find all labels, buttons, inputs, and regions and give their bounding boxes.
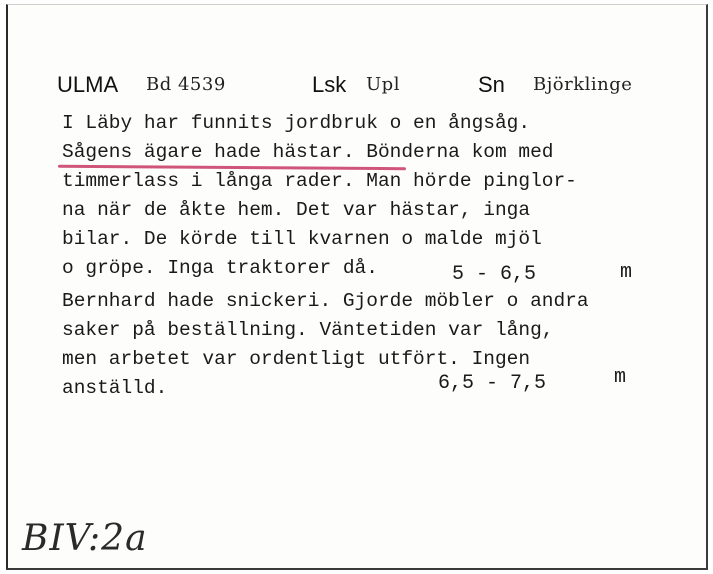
text-line: Bernhard hade snickeri. Gjorde möbler o andra: [62, 290, 589, 312]
measurement-range-2: 6,5 - 7,5: [438, 372, 547, 395]
archive-code: BIV:2a: [22, 518, 148, 559]
text-line: timmerlass i långa rader. Man hörde pinglor-: [62, 170, 577, 192]
typed-text: [62, 112, 702, 402]
measurement-unit-2: m: [614, 366, 627, 389]
sn-value: Björklinge: [533, 74, 633, 95]
lsk-label: Lsk: [312, 72, 347, 97]
text-line: anställd.: [62, 377, 168, 399]
text-line: na när de åkte hem. Det var hästar, inga: [62, 199, 531, 221]
text-line: men arbetet var ordentligt utfört. Ingen: [62, 348, 531, 370]
measurement-unit-1: m: [620, 261, 633, 284]
ulma-label: ULMA: [57, 72, 119, 97]
text-line: I Läby har funnits jordbruk o en ångsåg.: [62, 112, 531, 134]
sn-label: Sn: [478, 72, 505, 97]
text-line: bilar. De körde till kvarnen o malde mjöl: [62, 228, 542, 250]
lsk-value: Upl: [366, 74, 400, 95]
text-line: saker på beställning. Väntetiden var lång,: [62, 319, 554, 341]
text-line: Sågens ägare hade hästar. Bönderna kom med: [62, 141, 554, 163]
measurement-range-1: 5 - 6,5: [452, 263, 537, 286]
ulma-number: Bd 4539: [146, 74, 226, 95]
text-line: o gröpe. Inga traktorer då.: [62, 257, 378, 279]
